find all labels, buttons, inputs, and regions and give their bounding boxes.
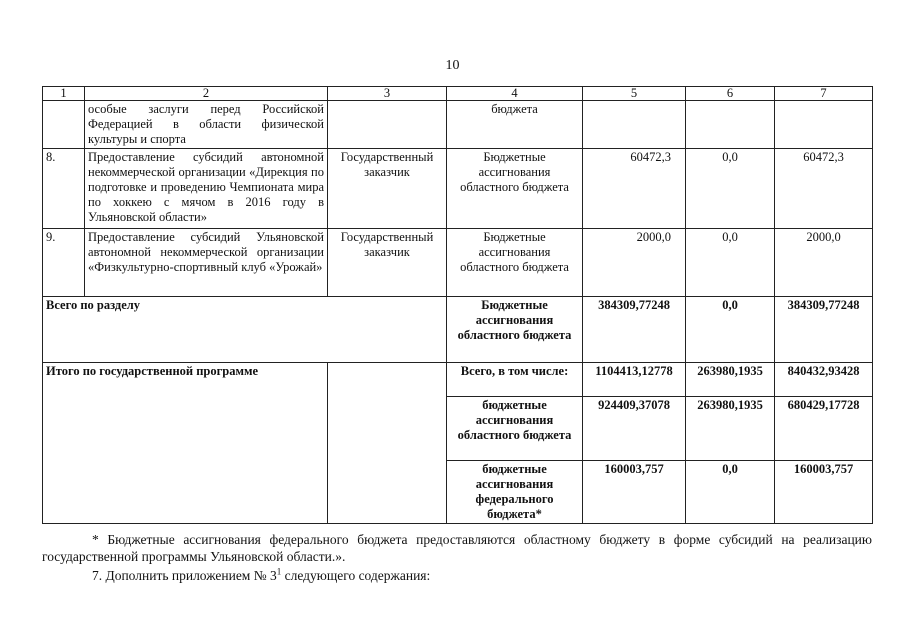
instruction-superscript: 1: [276, 566, 282, 577]
value-col5-cell: 924409,37078: [583, 397, 686, 461]
col-header-7: 7: [775, 87, 873, 101]
value-col5-cell: 160003,757: [583, 461, 686, 524]
value-col5-cell: [583, 101, 686, 149]
value-col6-cell: 0,0: [686, 297, 775, 363]
customer-cell: [328, 363, 447, 524]
col-header-4: 4: [447, 87, 583, 101]
funding-source-cell: бюджетные ассигнования областного бюджета: [447, 397, 583, 461]
value-col7-cell: 160003,757: [775, 461, 873, 524]
value-col5-cell: 60472,3: [583, 149, 686, 229]
value-col5-cell: 384309,77248: [583, 297, 686, 363]
table-row-9: [43, 229, 873, 297]
section-total-row: [43, 297, 873, 363]
value-col7-cell: 384309,77248: [775, 297, 873, 363]
funding-source-cell: Всего, в том числе:: [447, 363, 583, 397]
funding-source-cell: бюджета: [447, 101, 583, 149]
col-header-3: 3: [328, 87, 447, 101]
col-header-5: 5: [583, 87, 686, 101]
col-header-2: 2: [85, 87, 328, 101]
value-col5-cell: 2000,0: [583, 229, 686, 297]
value-col7-cell: 680429,17728: [775, 397, 873, 461]
col-header-1: 1: [43, 87, 85, 101]
measure-name-cell: особые заслуги перед Российской Федерацией в области физической культуры и спорта: [85, 101, 328, 149]
customer-cell: Государственный заказчик: [328, 149, 447, 229]
col-header-6: 6: [686, 87, 775, 101]
value-col6-cell: 0,0: [686, 461, 775, 524]
section-total-label: Всего по разделу: [43, 297, 447, 363]
customer-cell: [328, 101, 447, 149]
instruction-text: 7. Дополнить приложением № 3: [92, 568, 277, 583]
value-col7-cell: 2000,0: [775, 229, 873, 297]
footnote: * Бюджетные ассигнования федерального бюджета предоставляются областному бюджету в форме субсидий на реализацию государственной программы Ульяновской области.».: [42, 532, 872, 564]
table-row-continuation: [43, 101, 873, 149]
funding-source-cell: Бюджетные ассигнования областного бюджета: [447, 297, 583, 363]
program-total-label: Итого по государственной программе: [43, 363, 328, 524]
value-col7-cell: 60472,3: [775, 149, 873, 229]
funding-source-cell: бюджетные ассигнования федерального бюджета*: [447, 461, 583, 524]
page-number: 10: [445, 58, 460, 73]
value-col6-cell: [686, 101, 775, 149]
program-total-row-all: [43, 363, 873, 397]
row-number-cell: 8.: [43, 149, 85, 229]
table-row-8: [43, 149, 873, 229]
instruction-paragraph: [42, 567, 872, 584]
measure-name-cell: Предоставление субсидий автономной некоммерческой организации «Дирекция по подготовке и проведению Чемпионата мира по хоккею с мячом в 2016 году в Ульяновской области»: [85, 149, 328, 229]
column-number-row: [43, 87, 873, 101]
value-col5-cell: 1104413,12778: [583, 363, 686, 397]
measure-name-cell: Предоставление субсидий Ульяновской автономной некоммерческой организации «Физкультурно-спортивный клуб «Урожай»: [85, 229, 328, 297]
budget-table: [42, 86, 873, 524]
value-col7-cell: [775, 101, 873, 149]
value-col6-cell: 0,0: [686, 149, 775, 229]
value-col7-cell: 840432,93428: [775, 363, 873, 397]
instruction-text-end: следующего содержания:: [281, 568, 431, 583]
customer-cell: Государственный заказчик: [328, 229, 447, 297]
value-col6-cell: 0,0: [686, 229, 775, 297]
funding-source-cell: Бюджетные ассигнования областного бюджета: [447, 229, 583, 297]
value-col6-cell: 263980,1935: [686, 363, 775, 397]
funding-source-cell: Бюджетные ассигнования областного бюджета: [447, 149, 583, 229]
row-number-cell: [43, 101, 85, 149]
value-col6-cell: 263980,1935: [686, 397, 775, 461]
row-number-cell: 9.: [43, 229, 85, 297]
